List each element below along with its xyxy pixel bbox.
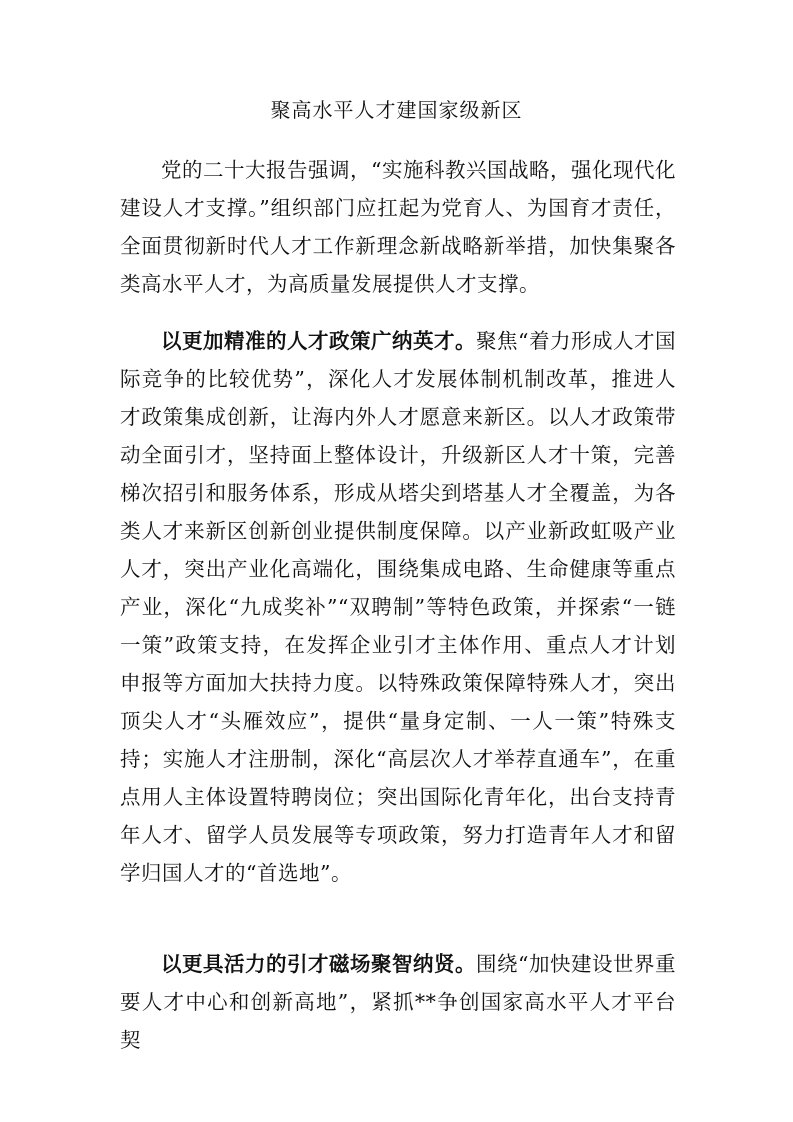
paragraph-talent-magnet [120, 945, 676, 1059]
paragraph-talent-policy [120, 322, 676, 892]
paragraph-text: 党的二十大报告强调，“实施科教兴国战略，强化现代化建设人才支撑。”组织部门应扛起为党育人、为国育才责任，全面贯彻新时代人才工作新理念新战略新举措，加快集聚各类高水平人才，为高质量发展提供人才支撑。 [120, 158, 676, 296]
document-title: 聚高水平人才建国家级新区 [270, 98, 523, 122]
paragraph-lead-heading: 以更具活力的引才磁场聚智纳贤。 [161, 952, 477, 976]
paragraph-intro [120, 151, 676, 303]
paragraph-text: 围绕“加快建设世界重要人才中心和创新高地”，紧抓**争创国家高水平人才平台契 [120, 952, 677, 1052]
paragraph-text: 聚焦“着力形成人才国际竞争的比较优势”，深化人才发展体制机制改革，推进人才政策集成创新，让海内外人才愿意来新区。以人才政策带动全面引才，坚持面上整体设计，升级新区人才十策，完善梯次招引和服务体系，形成从塔尖到塔基人才全覆盖，为各类人才来新区创新创业提供制度保障。以产业新政虹吸产业人才，突出产业化高端化，围绕集成电路、生命健康等重点产业，深化“九成奖补”“双聘制”等特色政策，并探索“一链一策”政策支持，在发挥企业引才主体作用、重点人才计划申报等方面加大扶持力度。以特殊政策保障特殊人才，突出顶尖人才“头雁效应”，提供“量身定制、一人一策”特殊支持；实施人才注册制，深化“高层次人才举荐直通车”，在重点用人主体设置特聘岗位；突出国际化青年化，出台支持青年人才、留学人员发展等专项政策，努力打造青年人才和留学归国人才的“首选地”。 [120, 329, 677, 885]
paragraph-lead-heading: 以更加精准的人才政策广纳英才。 [161, 329, 477, 353]
